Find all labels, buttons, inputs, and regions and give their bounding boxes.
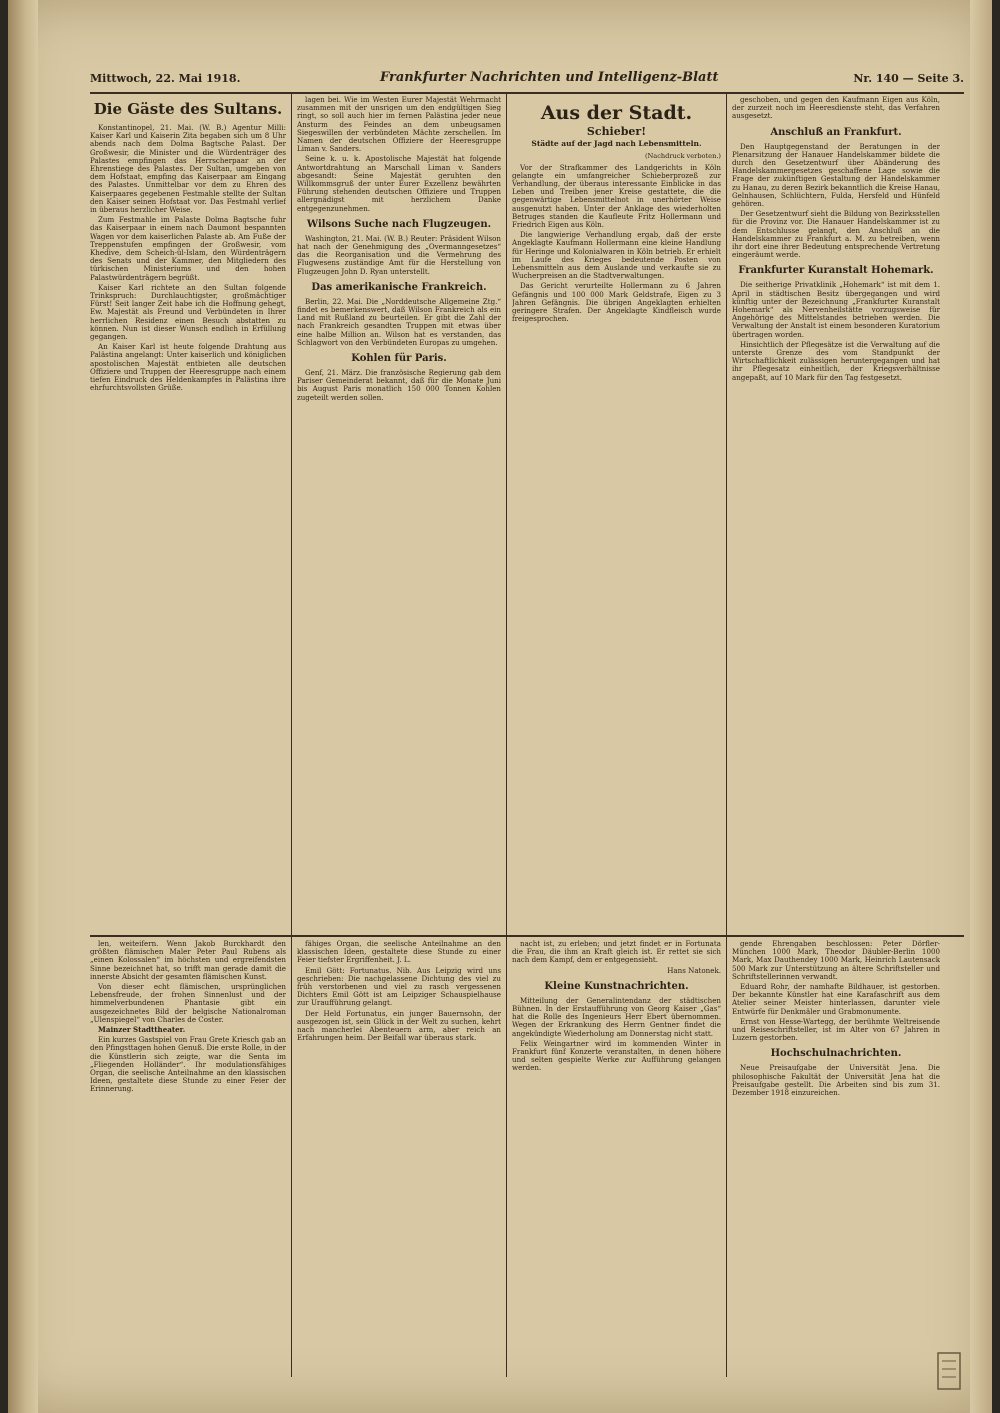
article-paragraph: Der Gesetzentwurf sieht die Bildung von Bezirksstellen für die Provinz vor. Die Hanauer Handelskammer ist zu dem Entschlusse gelangt, den Anschluß an die Handelskammer zu Frankfurt a. M. zu betreiben, wenn ihr dort eine ihrer Bedeutung entsprechende Vertretung eingeräumt werde. <box>732 209 940 260</box>
article-paragraph: Den Hauptgegenstand der Beratungen in der Plenarsitzung der Hanauer Handelskammer bildete die durch den Gesetzentwurf über Abänderung des Handelskammergesetzes geschaffene Lage sowie die Frage der zukünftigen Gestaltung der Handelskammer zu Hanau, zu deren Bezirk bekanntlich die Kreise Hanau, Gelnhausen, Schlüchtern, Fulda, Hersfeld und Hünfeld gehören. <box>732 141 940 209</box>
article-paragraph: geschoben, und gegen den Kaufmann Eigen aus Köln, der zurzeit noch im Heeresdienste steht, das Verfahren ausgesetzt. <box>732 96 940 121</box>
article-paragraph: nacht ist, zu erleben; und jetzt findet er in Fortunata die Frau, die ihm an Kraft gleich ist. Er rettet sie sich nach dem Kampf, dem er entgegensieht. <box>512 940 721 965</box>
article-heading: Mainzer Stadttheater. <box>98 1025 186 1035</box>
feuilleton-rule <box>90 935 964 937</box>
header-rule <box>90 92 964 94</box>
article-paragraph: Felix Weingartner wird im kommenden Winter in Frankfurt fünf Konzerte veranstalten, in denen höhere und selten gespielte Werke zur Aufführung gelangen werden. <box>512 1038 721 1073</box>
article-paragraph: lagen bei. Wie im Westen Eurer Majestät Wehrmacht zusammen mit der unsrigen um den endgültigen Sieg ringt, so soll auch hier im fernen Palästina jeder neue Ansturm des Feindes an dem unbeugsamen Siegeswillen der verbündeten Mächte zerschellen. Im Namen der deutschen Offiziere der Heeresgruppe Liman v. Sanders. <box>297 96 501 154</box>
article-heading: Die Gäste des Sultans. <box>93 100 283 118</box>
article-paragraph: Vor der Strafkammer des Landgerichts in Köln gelangte ein umfangreicher Schieberprozeß zur Verhandlung, der überaus interessante Einblicke in das Leben und Treiben jener Kreise gestattete, die die gegenwärtige Lebensmittelnot in unerhörter Weise ausgenutzt haben. Unter der Anklage des wiederholten Betruges standen die Kaufleute Fritz Hollermann und Friedrich Eigen aus Köln. <box>512 162 721 230</box>
article-paragraph: Von dieser echt flämischen, ursprünglichen Lebensfreude, der frohen Sinnenlust und der himmelverbundenen Phantasie gibt ein ausgezeichnetes Bild der belgische Nationalroman „Ulenspiegel“ von Charles de Coster. <box>90 982 286 1024</box>
article-paragraph: Emil Gött: Fortunatus. Nib. Aus Leipzig wird uns geschrieben: Die nachgelassene Dichtung des viel zu früh verstorbenen und viel zu rasch vergessenen Dichters Emil Gött ist am Leipziger Schauspielhause zur Uraufführung gelangt. <box>297 965 501 1008</box>
newspaper-title: Frankfurter Nachrichten und Intelligenz-Blatt <box>380 70 719 85</box>
section-heading: Aus der Stadt. <box>540 102 693 124</box>
article-heading: Anschluß an Frankfurt. <box>770 126 902 138</box>
reprint-notice: (Nachdruck verboten.) <box>644 152 721 161</box>
article-heading: Kohlen für Paris. <box>351 353 447 365</box>
column-2 <box>297 96 501 932</box>
article-paragraph: Neue Preisaufgabe der Universität Jena. Die philosophische Fakultät der Universität Jena hat die Preisaufgabe gestellt. Die Arbeiten sind bis zum 31. Dezember 1918 einzureichen. <box>732 1063 940 1098</box>
article-heading: Schieber! <box>586 125 647 138</box>
page-spine <box>8 0 38 1413</box>
article-paragraph: Ein kurzes Gastspiel von Frau Grete Kriesch gab an den Pfingsttagen hohen Genuß. Die erste Rolle, in der die Künstlerin sich zeigte, war die Senta im „Fliegenden Holländer“. Ihr modulationsfähiges Organ, die seelische Anteilnahme an den klassischen Ideen, gestaltete diese Stunde zu einer Feier der Erinnerung. <box>90 1035 286 1094</box>
article-paragraph: Das Gericht verurteilte Hollermann zu 6 Jahren Gefängnis und 100 000 Mark Geldstrafe, Eigen zu 3 Jahren Gefängnis. Die übrigen Angeklagten erhielten geringere Strafen. Der Angeklagte Kindfleisch wurde freigesprochen. <box>512 281 721 324</box>
article-paragraph: An Kaiser Karl ist heute folgende Drahtung aus Palästina angelangt: Unter kaiserlich und königlichen apostolischen Majestät entbieten alle deutschen Offiziere und Truppen der Heeresgruppe nach einem tiefen Eindruck des Heldenkampfes in Palästina ihre ehrfurchtsvollsten Grüße. <box>90 342 286 393</box>
column-rule <box>506 94 507 935</box>
article-paragraph: gende Ehrengaben beschlossen: Peter Dörfler-München 1000 Mark, Theodor Däubler-Berlin 1000 Mark, Max Dauthendey 1000 Mark, Heinrich Lautensack 500 Mark zur Unterstützung an ältere Schriftsteller und Schriftstellerinnen verwandt. <box>732 940 940 981</box>
article-paragraph: Konstantinopel, 21. Mai. (W. B.) Agentur Milli: Kaiser Karl und Kaiserin Zita begaben sich um 8 Uhr abends nach dem Dolma Bagtsche Palast. Der Großwesir, die Minister und die Würdenträger des Palastes empfingen das Herrscherpaar an der Ehrenstiege des Palastes. Der Sultan, umgeben von dem Hofstaat, empfing das Kaiserpaar am Eingang des Palastes. Unmittelbar vor dem zu Ehren des Kaiserpaares gegebenen Festmahle stellte der Sultan den Kaiser seinen Hofstaat vor. Das Festmahl verlief in überaus herzlicher Weise. <box>90 123 286 215</box>
article-heading: Kleine Kunstnachrichten. <box>544 980 689 992</box>
feuilleton-column-2 <box>297 940 501 1374</box>
article-paragraph: Ernst von Hesse-Wartegg, der berühmte Weltreisende und Reiseschriftsteller, ist im Alter von 67 Jahren in Luzern gestorben. <box>732 1016 940 1043</box>
issue-number: Nr. 140 — Seite 3. <box>853 72 964 85</box>
article-paragraph: fähiges Organ, die seelische Anteilnahme an den klassischen Ideen, gestaltete diese Stunde zu einer Feier tiefster Ergriffenheit. J. L. <box>297 940 501 965</box>
article-heading: Frankfurter Kuranstalt Hohemark. <box>738 265 934 277</box>
column-rule <box>506 937 507 1377</box>
column-rule <box>726 94 727 935</box>
column-3 <box>512 96 721 932</box>
article-heading: Hochschulnachrichten. <box>770 1048 902 1060</box>
column-rule <box>291 94 292 935</box>
issue-date: Mittwoch, 22. Mai 1918. <box>90 72 241 85</box>
column-4 <box>732 96 940 932</box>
feuilleton-column-1 <box>90 940 286 1374</box>
article-paragraph: Hinsichtlich der Pflegesätze ist die Verwaltung auf die unterste Grenze des vom Standpunkt der Wirtschaftlichkeit zulässigen heruntergegangen und hat ihr Pflegesatz einheitlich, der Kriegsverhältnisse angepaßt, auf 10 Mark für den Tag festgesetzt. <box>732 339 940 382</box>
article-paragraph: Eduard Rohr, der namhafte Bildhauer, ist gestorben. Der bekannte Künstler hat eine Karafaschrift aus dem Atelier seiner Meister hinterlassen, darunter viele Entwürfe für Denkmäler und Grabmonumente. <box>732 982 940 1016</box>
archive-stamp-icon <box>936 1351 962 1391</box>
column-rule <box>726 937 727 1377</box>
author-signature: Hans Natonek. <box>667 965 721 975</box>
article-paragraph: Die seitherige Privatklinik „Hohemark“ ist mit dem 1. April in städtischen Besitz übergegangen und wird künftig unter der Bezeichnung „Frankfurter Kuranstalt Hohemark“ als Nervenheilstätte vorzugsweise für Angehörige des Mittelstandes betrieben werden. Die Verwaltung der Anstalt ist einem besonderen Kuratorium übertragen worden. <box>732 280 940 339</box>
feuilleton-column-4 <box>732 940 940 1374</box>
article-paragraph: Berlin, 22. Mai. Die „Norddeutsche Allgemeine Ztg.“ findet es bemerkenswert, daß Wilson Frankreich als ein Land mit Rußland zu beurteilen. Er gibt die Zahl der nach Frankreich gesandten Truppen mit etwas über eine halbe Million an. Wilson hat es verstanden, das Schlagwort von den Verbündeten Europas zu umgehen. <box>297 296 501 347</box>
article-paragraph: Zum Festmahle im Palaste Dolma Bagtsche fuhr das Kaiserpaar in einem nach Daumont bespannten Wagen vor dem kaiserlichen Palaste ab. Am Fuße der Treppenstufen empfingen der Großwesir, vom Khedive, dem Scheich-ül-Islam, den Würdenträgern des Senats und der Kammer, den Mitgliedern des türkischen Ministeriums und den hohen Palastwürdenträgern begrüßt. <box>90 215 286 282</box>
feuilleton-column-3 <box>512 940 721 1374</box>
page-edge <box>970 0 992 1413</box>
article-paragraph: Der Held Fortunatus, ein junger Bauernsohn, der ausgezogen ist, sein Glück in der Welt zu suchen, kehrt nach mancherlei Abenteuern arm, aber reich an Erfahrungen heim. Der Beifall war überaus stark. <box>297 1008 501 1043</box>
article-heading: Wilsons Suche nach Flugzeugen. <box>306 218 492 230</box>
masthead <box>90 68 964 90</box>
column-rule <box>291 937 292 1377</box>
column-1 <box>90 96 286 932</box>
article-subheading: Städte auf der Jagd nach Lebensmitteln. <box>531 139 702 149</box>
article-paragraph: Seine k. u. k. Apostolische Majestät hat folgende Antwortdrahtung an Marschall Liman v. Sanders abgesandt: Seine Majestät geruhten den Willkommsgruß der unter Eurer Exzellenz bewährten Führung stehenden deutschen Offiziere und Truppen allergnädigst mit herzlichem Danke entgegenzunehmen. <box>297 154 501 213</box>
article-paragraph: len, weiteifern. Wenn Jakob Burckhardt den größten flämischen Maler Peter Paul Rubens als „einen Kolossalen“ im höchsten und ergreifendsten Sinne bezeichnet hat, so trifft man gerade damit die innerste Absicht der gesamten flämischen Kunst. <box>90 940 286 981</box>
article-paragraph: Genf, 21. März. Die französische Regierung gab dem Pariser Gemeinderat bekannt, daß für die Monate Juni bis August Paris monatlich 150 000 Tonnen Kohlen zugeteilt werden sollen. <box>297 368 501 402</box>
newspaper-page <box>8 0 992 1413</box>
article-paragraph: Washington, 21. Mai. (W. B.) Reuter: Präsident Wilson hat nach der Genehmigung des „Overmanngesetzes“ das die Reorganisation und die Vermehrung des Flugwesens zuständige Amt für die Herstellung von Flugzeugen John D. Ryan unterstellt. <box>297 233 501 276</box>
article-paragraph: Mitteilung der Generalintendanz der städtischen Bühnen. In der Erstaufführung von Georg Kaiser „Gas“ hat die Rolle des Ingenieurs Herr Ebert übernommen. Wegen der Erkrankung des Herrn Gentner findet die angekündigte Wiederholung am Donnerstag nicht statt. <box>512 995 721 1038</box>
article-paragraph: Die langwierige Verhandlung ergab, daß der erste Angeklagte Kaufmann Hollermann eine kleine Handlung für Heringe und Kolonialwaren in Köln betrieb. Er erhielt im Laufe des Krieges bedeutende Posten von Lebensmitteln aus dem Auslande und verkaufte sie zu Wucherpreisen an die Stadtverwaltungen. <box>512 230 721 281</box>
article-heading: Das amerikanische Frankreich. <box>311 281 487 293</box>
article-paragraph: Kaiser Karl richtete an den Sultan folgende Trinkspruch: Durchlauchtigster, großmächtiger Fürst! Seit langer Zeit habe ich die Hoffnung gehegt, Ew. Majestät als Freund und Verbündeten in Ihrer herrlichen Residenz einen Besuch abstatten zu können. Nun ist dieser Wunsch endlich in Erfüllung gegangen. <box>90 282 286 342</box>
